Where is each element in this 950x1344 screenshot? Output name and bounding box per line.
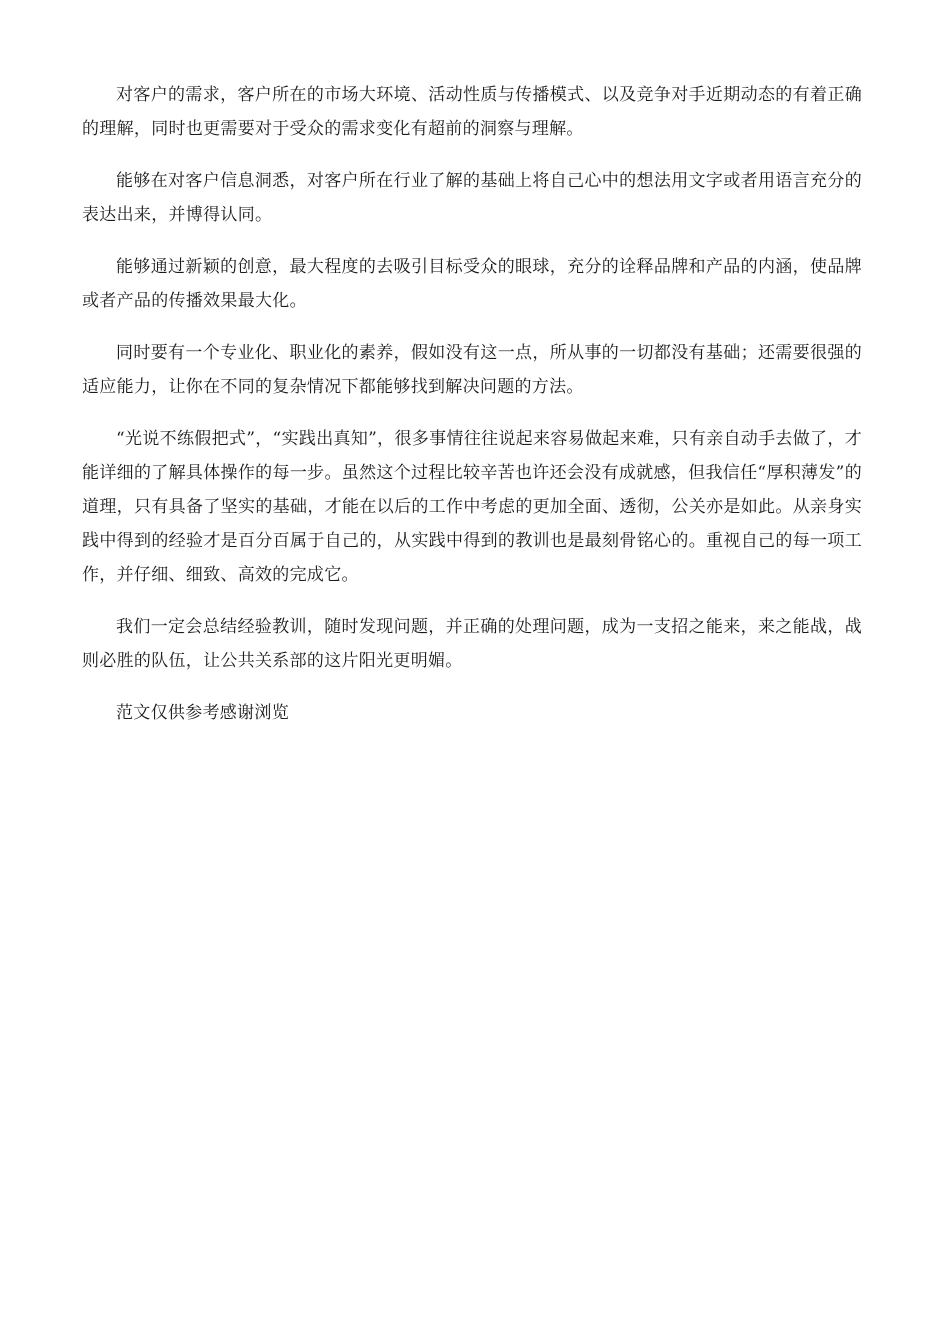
paragraph-client-understanding: 对客户的需求，客户所在的市场大环境、活动性质与传播模式、以及竞争对手近期动态的有着正确的理解，同时也更需要对于受众的需求变化有超前的洞察与理解。 xyxy=(82,85,862,139)
paragraph-professionalism: 同时要有一个专业化、职业化的素养，假如没有这一点，所从事的一切都没有基础；还需要很强的适应能力，让你在不同的复杂情况下都能够找到解决问题的方法。 xyxy=(82,343,862,397)
paragraph-summary: 我们一定会总结经验教训，随时发现问题，并正确的处理问题，成为一支招之能来，来之能战，战则必胜的队伍，让公共关系部的这片阳光更明媚。 xyxy=(82,617,862,671)
paragraph-practice: “光说不练假把式”，“实践出真知”，很多事情往往说起来容易做起来难，只有亲自动手去做了，才能详细的了解具体操作的每一步。虽然这个过程比较辛苦也许还会没有成就感，但我信任“厚积薄发”的道理，只有具备了坚实的基础，才能在以后的工作中考虑的更加全面、透彻，公关亦是如此。从亲身实践中得到的经验才是百分百属于自己的，从实践中得到的教训也是最刻骨铭心的。重视自己的每一项工作，并仔细、细致、高效的完成它。 xyxy=(82,429,862,585)
paragraph-footer-note: 范文仅供参考感谢浏览 xyxy=(116,703,289,723)
paragraph-creativity: 能够通过新颖的创意，最大程度的去吸引目标受众的眼球，充分的诠释品牌和产品的内涵，使品牌或者产品的传播效果最大化。 xyxy=(82,257,862,311)
document-body xyxy=(82,78,862,730)
paragraph-expression: 能够在对客户信息洞悉，对客户所在行业了解的基础上将自己心中的想法用文字或者用语言充分的表达出来，并博得认同。 xyxy=(82,171,862,225)
